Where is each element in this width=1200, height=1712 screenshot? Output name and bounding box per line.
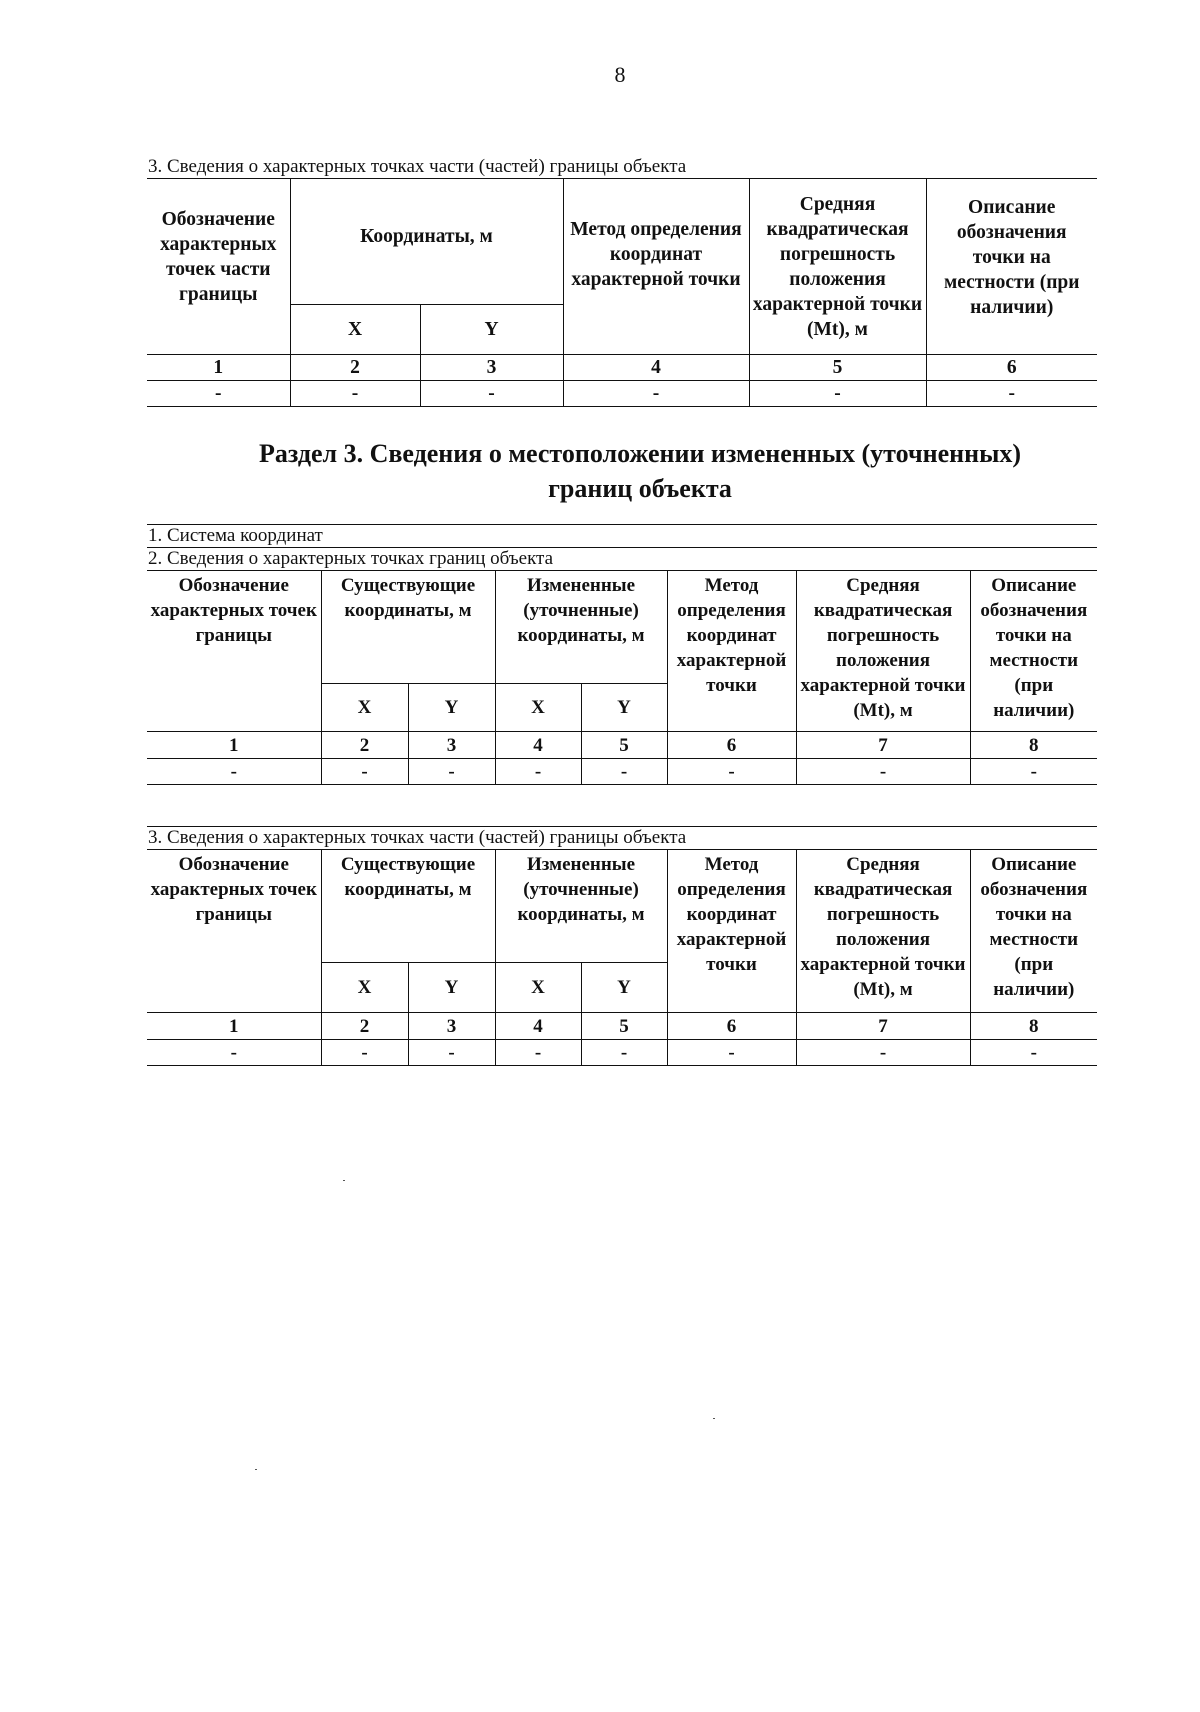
column-number: 3 <box>408 732 495 759</box>
header-x: X <box>290 305 420 355</box>
part-boundary-points-caption: 3. Сведения о характерных точках части (частей) границы объекта <box>148 827 687 848</box>
boundary-points-block <box>147 524 1097 785</box>
header-method: Метод определения координат характерной точки <box>667 571 796 732</box>
section-title-line-2: границ объекта <box>548 474 732 503</box>
table-cell: - <box>563 381 749 407</box>
column-number: 5 <box>581 732 667 759</box>
table-cell: - <box>147 759 321 785</box>
table-cell: - <box>290 381 420 407</box>
header-description: Описание обозначения точки на местности (при наличии) <box>970 571 1097 732</box>
table-cell: - <box>321 1040 408 1066</box>
header-changed-x: X <box>495 684 581 732</box>
part-points-table <box>147 178 1097 407</box>
table-row <box>147 1040 1097 1066</box>
table-cell: - <box>408 759 495 785</box>
column-number: 5 <box>749 355 926 381</box>
column-number: 8 <box>970 1013 1097 1040</box>
header-method: Метод определения координат характерной точки <box>667 850 796 1013</box>
boundary-points-caption: 2. Сведения о характерных точках границ объекта <box>148 548 554 569</box>
column-number: 6 <box>926 355 1097 381</box>
table-row <box>147 759 1097 785</box>
column-number: 3 <box>408 1013 495 1040</box>
header-y: Y <box>420 305 563 355</box>
header-method: Метод определения координат характерной точки <box>563 179 749 355</box>
column-number: 1 <box>147 355 290 381</box>
table-cell: - <box>147 381 290 407</box>
table-cell: - <box>147 1040 321 1066</box>
scan-speck <box>343 1180 345 1181</box>
header-designation: Обозначение характерных точек границы <box>147 850 321 1013</box>
header-accuracy: Средняя квадратическая погрешность положения характерной точки (Mt), м <box>796 850 970 1013</box>
header-changed-coordinates: Измененные (уточненные) координаты, м <box>495 571 667 684</box>
header-accuracy: Средняя квадратическая погрешность положения характерной точки (Mt), м <box>749 179 926 355</box>
column-number: 2 <box>321 732 408 759</box>
column-numbers-row <box>147 732 1097 759</box>
header-designation: Обозначение характерных точек части границы <box>147 179 290 355</box>
table-cell: - <box>749 381 926 407</box>
header-description: Описание обозначения точки на местности (при наличии) <box>970 850 1097 1013</box>
header-existing-x: X <box>321 963 408 1013</box>
part-boundary-points-block <box>147 826 1097 1066</box>
header-existing-x: X <box>321 684 408 732</box>
table-cell: - <box>796 759 970 785</box>
table-cell: - <box>970 1040 1097 1066</box>
table-cell: - <box>581 1040 667 1066</box>
boundary-points-table <box>147 570 1097 785</box>
page-number: 8 <box>614 62 626 87</box>
header-description: Описание обозначения точки на местности (при наличии) <box>926 179 1097 355</box>
column-number: 2 <box>321 1013 408 1040</box>
table-cell: - <box>495 1040 581 1066</box>
header-designation: Обозначение характерных точек границы <box>147 571 321 732</box>
header-existing-y: Y <box>408 684 495 732</box>
section-title <box>160 436 1120 506</box>
table-cell: - <box>420 381 563 407</box>
table-row <box>147 381 1097 407</box>
column-number: 6 <box>667 1013 796 1040</box>
column-number: 6 <box>667 732 796 759</box>
table-cell: - <box>581 759 667 785</box>
table-cell: - <box>495 759 581 785</box>
column-number: 8 <box>970 732 1097 759</box>
column-number: 1 <box>147 1013 321 1040</box>
table-cell: - <box>926 381 1097 407</box>
header-existing-y: Y <box>408 963 495 1013</box>
column-numbers-row <box>147 355 1097 381</box>
column-number: 7 <box>796 1013 970 1040</box>
column-number: 7 <box>796 732 970 759</box>
table-cell: - <box>796 1040 970 1066</box>
header-changed-coordinates: Измененные (уточненные) координаты, м <box>495 850 667 963</box>
column-number: 4 <box>495 732 581 759</box>
column-number: 2 <box>290 355 420 381</box>
table-cell: - <box>970 759 1097 785</box>
header-changed-y: Y <box>581 684 667 732</box>
column-number: 1 <box>147 732 321 759</box>
column-number: 3 <box>420 355 563 381</box>
coordinate-system-caption: 1. Система координат <box>148 525 323 546</box>
header-coordinates: Координаты, м <box>290 179 563 305</box>
table-cell: - <box>408 1040 495 1066</box>
part-points-block <box>147 156 1097 407</box>
column-numbers-row <box>147 1013 1097 1040</box>
table-cell: - <box>321 759 408 785</box>
column-number: 4 <box>495 1013 581 1040</box>
column-number: 5 <box>581 1013 667 1040</box>
header-existing-coordinates: Существующие координаты, м <box>321 850 495 963</box>
scan-speck <box>713 1418 715 1419</box>
table-cell: - <box>667 759 796 785</box>
header-accuracy: Средняя квадратическая погрешность положения характерной точки (Mt), м <box>796 571 970 732</box>
column-number: 4 <box>563 355 749 381</box>
header-existing-coordinates: Существующие координаты, м <box>321 571 495 684</box>
part-points-caption: 3. Сведения о характерных точках части (частей) границы объекта <box>148 156 687 177</box>
section-title-line-1: Раздел 3. Сведения о местоположении измененных (уточненных) <box>258 439 1022 468</box>
scan-speck <box>255 1469 257 1470</box>
header-changed-y: Y <box>581 963 667 1013</box>
table-cell: - <box>667 1040 796 1066</box>
header-changed-x: X <box>495 963 581 1013</box>
part-boundary-points-table <box>147 849 1097 1066</box>
